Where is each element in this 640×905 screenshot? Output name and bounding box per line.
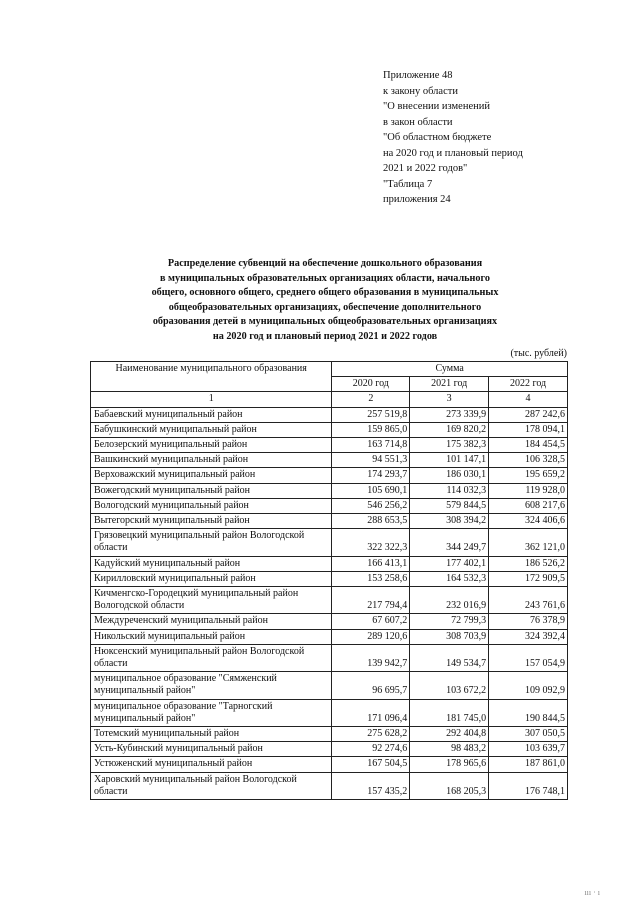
table-row: [91, 644, 568, 671]
amount-2022: 324 392,4: [489, 629, 568, 644]
table-row: [91, 453, 568, 468]
table-row: [91, 672, 568, 699]
table-row: [91, 556, 568, 571]
municipality-name: муниципальное образование "Тарногский муниципальный район": [91, 699, 332, 726]
amount-2022: 362 121,0: [489, 529, 568, 556]
municipality-name: Вашкинский муниципальный район: [91, 453, 332, 468]
table-row: [91, 727, 568, 742]
amount-2021: 273 339,9: [410, 407, 489, 422]
amount-2021: 164 532,3: [410, 571, 489, 586]
amount-2022: 76 378,9: [489, 614, 568, 629]
table-row: [91, 742, 568, 757]
title-line: Распределение субвенций на обеспечение дошкольного образования: [167, 258, 483, 269]
amount-2021: 177 402,1: [410, 556, 489, 571]
amount-2020: 67 607,2: [332, 614, 410, 629]
col-number: 3: [410, 392, 489, 407]
amount-2020: 275 628,2: [332, 727, 410, 742]
amount-2022: 109 092,9: [489, 672, 568, 699]
table-row: [91, 468, 568, 483]
sum-header: Сумма: [332, 362, 568, 377]
municipality-name: Кирилловский муниципальный район: [91, 571, 332, 586]
amount-2022: 195 659,2: [489, 468, 568, 483]
table-row: [91, 438, 568, 453]
units-label: (тыс. рублей): [510, 348, 567, 359]
amount-2020: 157 435,2: [332, 772, 410, 799]
appendix-line: "Об областном бюджете: [383, 132, 492, 143]
municipality-name: Харовский муниципальный район Вологодской области: [91, 772, 332, 799]
amount-2021: 292 404,8: [410, 727, 489, 742]
amount-2022: 119 928,0: [489, 483, 568, 498]
appendix-line: "О внесении изменений: [383, 101, 490, 112]
table-row: [91, 483, 568, 498]
appendix-line: "Таблица 7: [383, 178, 433, 190]
appendix-line: к закону области: [383, 85, 458, 97]
year-header: 2021 год: [410, 377, 489, 392]
amount-2020: 289 120,6: [332, 629, 410, 644]
amount-2021: 232 016,9: [410, 587, 489, 614]
amount-2022: 186 526,2: [489, 556, 568, 571]
amount-2022: 184 454,5: [489, 438, 568, 453]
amount-2020: 174 293,7: [332, 468, 410, 483]
year-header: 2020 год: [332, 377, 410, 392]
title-line: общего, основного общего, среднего общего образования в муниципальных: [151, 287, 499, 299]
appendix-line: на 2020 год и плановый период: [383, 147, 523, 159]
amount-2021: 168 205,3: [410, 772, 489, 799]
amount-2022: 106 328,5: [489, 453, 568, 468]
amount-2022: 187 861,0: [489, 757, 568, 772]
municipality-name: Белозерский муниципальный район: [91, 438, 332, 453]
amount-2020: 163 714,8: [332, 438, 410, 453]
title-line: в муниципальных образовательных организациях области, начального: [160, 272, 490, 284]
municipality-name: Кичменгско-Городецкий муниципальный район Вологодской области: [91, 587, 332, 614]
appendix-line: в закон области: [383, 116, 453, 128]
table-row: [91, 587, 568, 614]
municipality-name: Вожегодский муниципальный район: [91, 483, 332, 498]
amount-2021: 103 672,2: [410, 672, 489, 699]
municipality-name: Верховажский муниципальный район: [91, 468, 332, 483]
municipality-name: Никольский муниципальный район: [91, 629, 332, 644]
appendix-line: Приложение 48: [383, 70, 453, 81]
amount-2022: 172 909,5: [489, 571, 568, 586]
amount-2022: 190 844,5: [489, 699, 568, 726]
amount-2022: 178 094,1: [489, 422, 568, 437]
amount-2021: 169 820,2: [410, 422, 489, 437]
municipality-name: Грязовецкий муниципальный район Вологодской области: [91, 529, 332, 556]
amount-2020: 217 794,4: [332, 587, 410, 614]
table-header-row: [91, 362, 568, 377]
amount-2022: 287 242,6: [489, 407, 568, 422]
amount-2021: 114 032,3: [410, 483, 489, 498]
document-title: [110, 257, 540, 345]
amount-2020: 105 690,1: [332, 483, 410, 498]
amount-2020: 96 695,7: [332, 672, 410, 699]
title-line: на 2020 год и плановый период 2021 и 2022 годов: [212, 330, 438, 342]
amount-2021: 186 030,1: [410, 468, 489, 483]
amount-2022: 243 761,6: [489, 587, 568, 614]
municipality-name: Нюксенский муниципальный район Вологодской области: [91, 644, 332, 671]
table-row: [91, 699, 568, 726]
amount-2021: 178 965,6: [410, 757, 489, 772]
table-row: [91, 498, 568, 513]
municipality-name: Междуреченский муниципальный район: [91, 614, 332, 629]
amount-2021: 181 745,0: [410, 699, 489, 726]
amount-2020: 167 504,5: [332, 757, 410, 772]
amount-2020: 322 322,3: [332, 529, 410, 556]
amount-2020: 257 519,8: [332, 407, 410, 422]
municipality-name: муниципальное образование "Сямженский муниципальный район": [91, 672, 332, 699]
municipality-name: Устюженский муниципальный район: [91, 757, 332, 772]
subsidy-table: [90, 361, 568, 800]
municipality-name: Бабаевский муниципальный район: [91, 407, 332, 422]
table-row: [91, 514, 568, 529]
municipality-name: Кадуйский муниципальный район: [91, 556, 332, 571]
table-row: [91, 614, 568, 629]
col-number: 2: [332, 392, 410, 407]
table-row: [91, 422, 568, 437]
municipality-name: Усть-Кубинский муниципальный район: [91, 742, 332, 757]
amount-2021: 101 147,1: [410, 453, 489, 468]
amount-2020: 153 258,6: [332, 571, 410, 586]
amount-2020: 166 413,1: [332, 556, 410, 571]
amount-2020: 546 256,2: [332, 498, 410, 513]
municipality-name: Тотемский муниципальный район: [91, 727, 332, 742]
amount-2022: 176 748,1: [489, 772, 568, 799]
table-row: [91, 407, 568, 422]
municipality-name: Вологодский муниципальный район: [91, 498, 332, 513]
appendix-line: 2021 и 2022 годов": [383, 163, 468, 174]
amount-2020: 94 551,3: [332, 453, 410, 468]
table-row: [91, 757, 568, 772]
col-number: 4: [489, 392, 568, 407]
amount-2020: 159 865,0: [332, 422, 410, 437]
amount-2021: 149 534,7: [410, 644, 489, 671]
amount-2022: 103 639,7: [489, 742, 568, 757]
table-row: [91, 571, 568, 586]
title-line: образования детей в муниципальных общеобразовательных организациях: [152, 316, 498, 328]
title-line: общеобразовательных организациях, обеспечение дополнительного: [168, 301, 482, 313]
col-name-header: Наименование муниципального образования: [91, 362, 332, 392]
page-mark: ııı · ı: [584, 888, 600, 897]
amount-2020: 92 274,6: [332, 742, 410, 757]
amount-2021: 175 382,3: [410, 438, 489, 453]
table-row: [91, 772, 568, 799]
col-number: 1: [91, 392, 332, 407]
year-header: 2022 год: [489, 377, 568, 392]
amount-2022: 608 217,6: [489, 498, 568, 513]
amount-2021: 579 844,5: [410, 498, 489, 513]
table-row: [91, 529, 568, 556]
appendix-line: приложения 24: [383, 194, 451, 205]
amount-2020: 139 942,7: [332, 644, 410, 671]
amount-2021: 72 799,3: [410, 614, 489, 629]
amount-2022: 324 406,6: [489, 514, 568, 529]
amount-2020: 171 096,4: [332, 699, 410, 726]
amount-2021: 344 249,7: [410, 529, 489, 556]
amount-2021: 308 703,9: [410, 629, 489, 644]
amount-2020: 288 653,5: [332, 514, 410, 529]
appendix-reference: [383, 68, 523, 208]
table-colnum-row: [91, 392, 568, 407]
municipality-name: Вытегорский муниципальный район: [91, 514, 332, 529]
amount-2022: 157 054,9: [489, 644, 568, 671]
amount-2022: 307 050,5: [489, 727, 568, 742]
amount-2021: 308 394,2: [410, 514, 489, 529]
municipality-name: Бабушкинский муниципальный район: [91, 422, 332, 437]
table-row: [91, 629, 568, 644]
amount-2021: 98 483,2: [410, 742, 489, 757]
